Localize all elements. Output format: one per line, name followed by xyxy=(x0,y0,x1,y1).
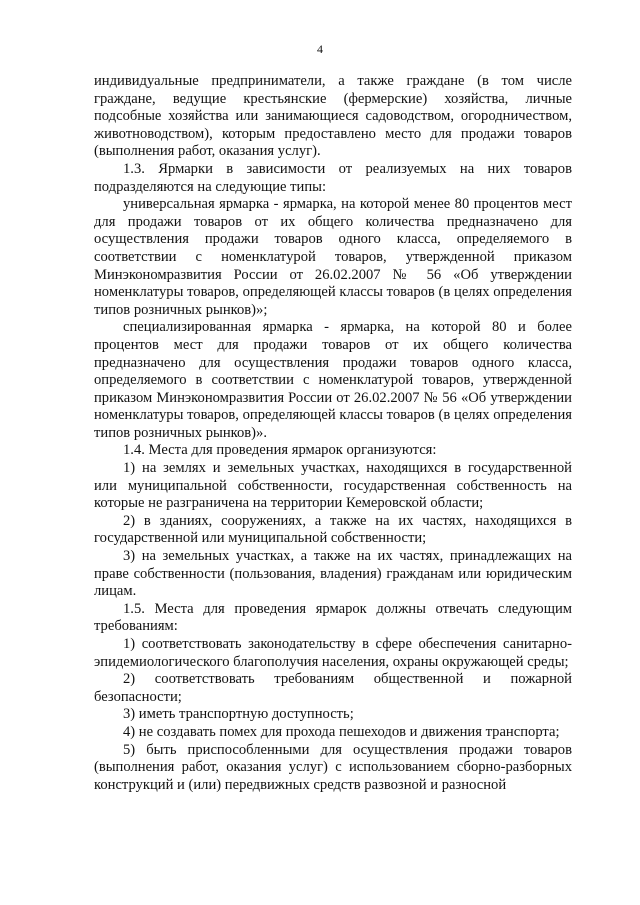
list-item-1-4-1: 1) на землях и земельных участках, находящихся в государственной или муниципальной собственности, государственная собственность на которые не разграничена на территории Кемеровской области; xyxy=(94,460,572,512)
paragraph-continuation: индивидуальные предприниматели, а также граждане (в том числе граждане, ведущие крестьянские (фермерские) хозяйства, личные подсобные хозяйства или занимающиеся садоводством, огородничеством, животноводством), которым предоставлено место для продажи товаров (выполнения работ, оказания услуг). xyxy=(94,73,572,160)
list-item-1-5-3: 3) иметь транспортную доступность; xyxy=(123,706,354,723)
page-number: 4 xyxy=(317,42,323,56)
list-item-1-4-2: 2) в зданиях, сооружениях, а также на их частях, находящихся в государственной или муниципальной собственности; xyxy=(94,512,572,547)
paragraph-universal-fair: универсальная ярмарка - ярмарка, на которой менее 80 процентов мест для продажи товаров от их общего количества предназначено для осуществления продажи товаров одного класса, определяемого в соответствии с номенклатурой товаров, утвержденной приказом Минэкономразвития России от 26.02.2007 № 56 «Об утверждении номенклатуры товаров, определяющей классы товаров (в целях определения типов розничных рынков)»; xyxy=(94,196,572,318)
paragraph-1-5: 1.5. Места для проведения ярмарок должны отвечать следующим требованиям: xyxy=(94,600,572,635)
list-item-1-5-5: 5) быть приспособленными для осуществления продажи товаров (выполнения работ, оказания услуг) с использованием сборно-разборных конструкций и (или) передвижных средств развозной и разносной xyxy=(94,741,572,793)
document-body xyxy=(94,73,572,794)
list-item-1-5-2: 2) соответствовать требованиям общественной и пожарной безопасности; xyxy=(94,671,572,705)
paragraph-1-4: 1.4. Места для проведения ярмарок организуются: xyxy=(123,442,437,459)
list-item-1-4-3: 3) на земельных участках, а также на их частях, принадлежащих на праве собственности (пользования, владения) гражданам или юридическим лицам. xyxy=(94,548,572,600)
list-item-1-5-1: 1) соответствовать законодательству в сфере обеспечения санитарно-эпидемиологического благополучия населения, охраны окружающей среды; xyxy=(94,636,572,670)
paragraph-specialized-fair: специализированная ярмарка - ярмарка, на которой 80 и более процентов мест для продажи товаров от их общего количества предназначено для осуществления продажи товаров одного класса, определяемого в соответствии с номенклатурой товаров, утвержденной приказом Минэкономразвития России от 26.02.2007 № 56 «Об утверждении номенклатуры товаров, определяющей классы товаров (в целях определения типов розничных рынков)». xyxy=(94,319,572,441)
paragraph-1-3: 1.3. Ярмарки в зависимости от реализуемых на них товаров подразделяются на следующие типы: xyxy=(94,160,572,195)
list-item-1-5-4: 4) не создавать помех для прохода пешеходов и движения транспорта; xyxy=(123,723,560,740)
